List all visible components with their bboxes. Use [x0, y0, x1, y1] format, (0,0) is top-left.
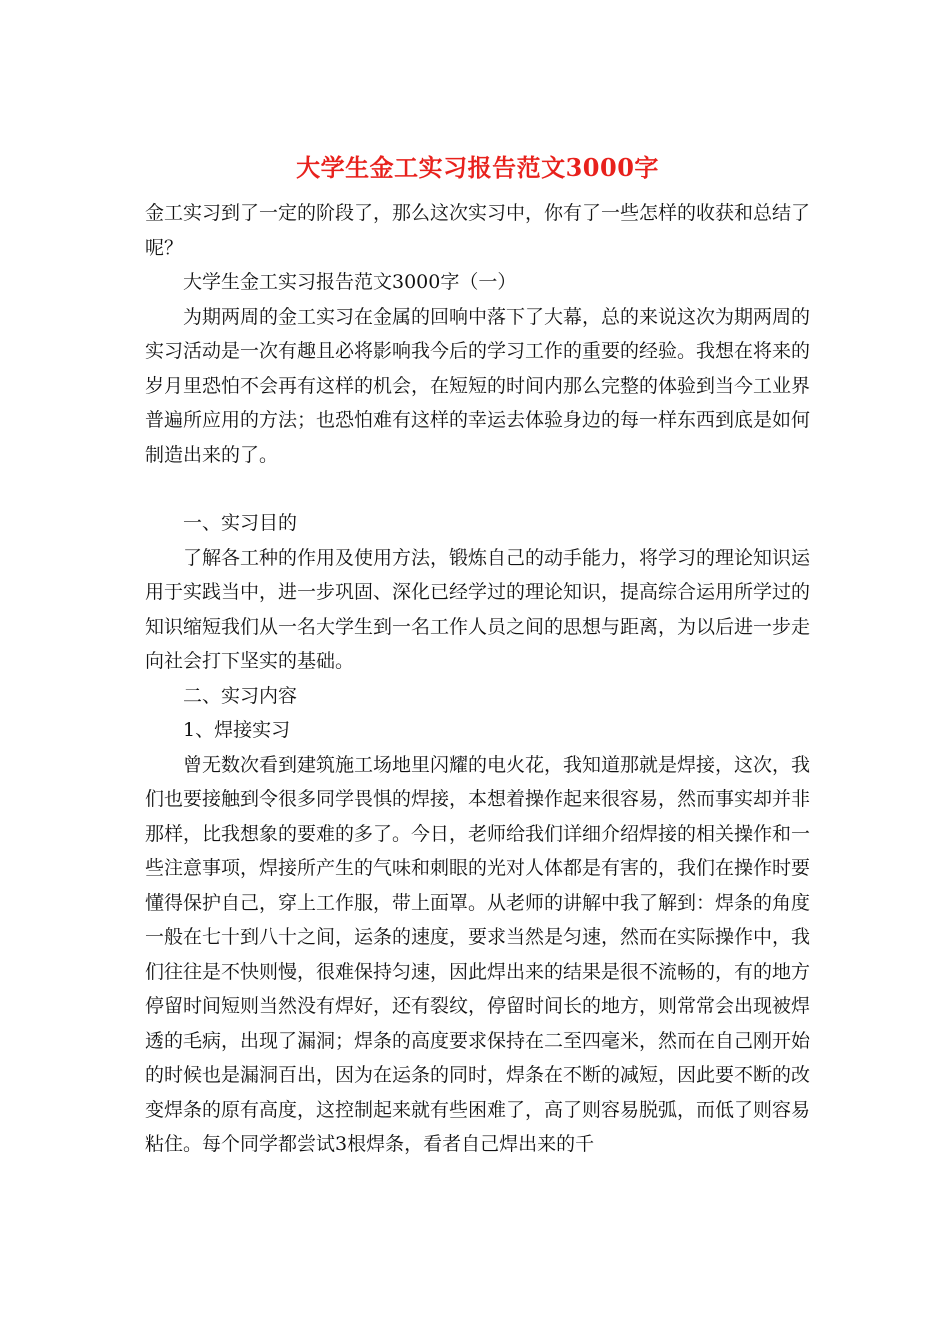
- paragraph-purpose: 了解各工种的作用及使用方法，锻炼自己的动手能力，将学习的理论知识运用于实践当中，进一步巩固、深化已经学过的理论知识，提高综合运用所学过的知识缩短我们从一名大学生到一名工作人员之间的思想与距离，为以后进一步走向社会打下坚实的基础。: [145, 546, 811, 672]
- section-heading-content: 二、实习内容: [183, 684, 298, 707]
- document-title: 大学生金工实习报告范文3000字: [296, 153, 659, 182]
- document-page: [145, 148, 810, 1162]
- section-heading-purpose: 一、实习目的: [183, 512, 298, 534]
- paragraph-opening: 为期两周的金工实习在金属的回响中落下了大幕，总的来说这次为期两周的实习活动是一次有趣且必将影响我今后的学习工作的重要的经验。我想在将来的岁月里恐怕不会再有这样的机会，在短短的时间内那么完整的体验到当今工业界普遍所应用的方法；也恐怕难有这样的幸运去体验身边的每一样东西到底是如何制造出来的了。: [145, 305, 811, 466]
- subsection-heading-welding: 1、焊接实习: [183, 719, 291, 741]
- blank-line: [145, 472, 810, 506]
- intro-paragraph: 金工实习到了一定的阶段了，那么这次实习中，你有了一些怎样的收获和总结了呢？: [145, 202, 811, 259]
- subtitle-heading: 大学生金工实习报告范文3000字（一）: [183, 271, 517, 293]
- paragraph-welding: 曾无数次看到建筑施工场地里闪耀的电火花，我知道那就是焊接，这次，我们也要接触到令很多同学畏惧的焊接，本想着操作起来很容易，然而事实却并非那样，比我想象的要难的多了。今日，老师给我们详细介绍焊接的相关操作和一些注意事项，焊接所产生的气味和刺眼的光对人体都是有害的，我们在操作时要懂得保护自己，穿上工作服，带上面罩。从老师的讲解中我了解到：焊条的角度一般在七十到八十之间，运条的速度，要求当然是匀速，然而在实际操作中，我们往往是不快则慢，很难保持匀速，因此焊出来的结果是很不流畅的，有的地方停留时间短则当然没有焊好，还有裂纹，停留时间长的地方，则常常会出现被焊透的毛病，出现了漏洞；焊条的高度要求保持在二至四毫米，然而在自己刚开始的时候也是漏洞百出，因为在运条的同时，焊条在不断的减短，因此要不断的改变焊条的原有高度，这控制起来就有些困难了，高了则容易脱弧，而低了则容易粘住。每个同学都尝试3根焊条，看者自己焊出来的千: [145, 753, 811, 1155]
